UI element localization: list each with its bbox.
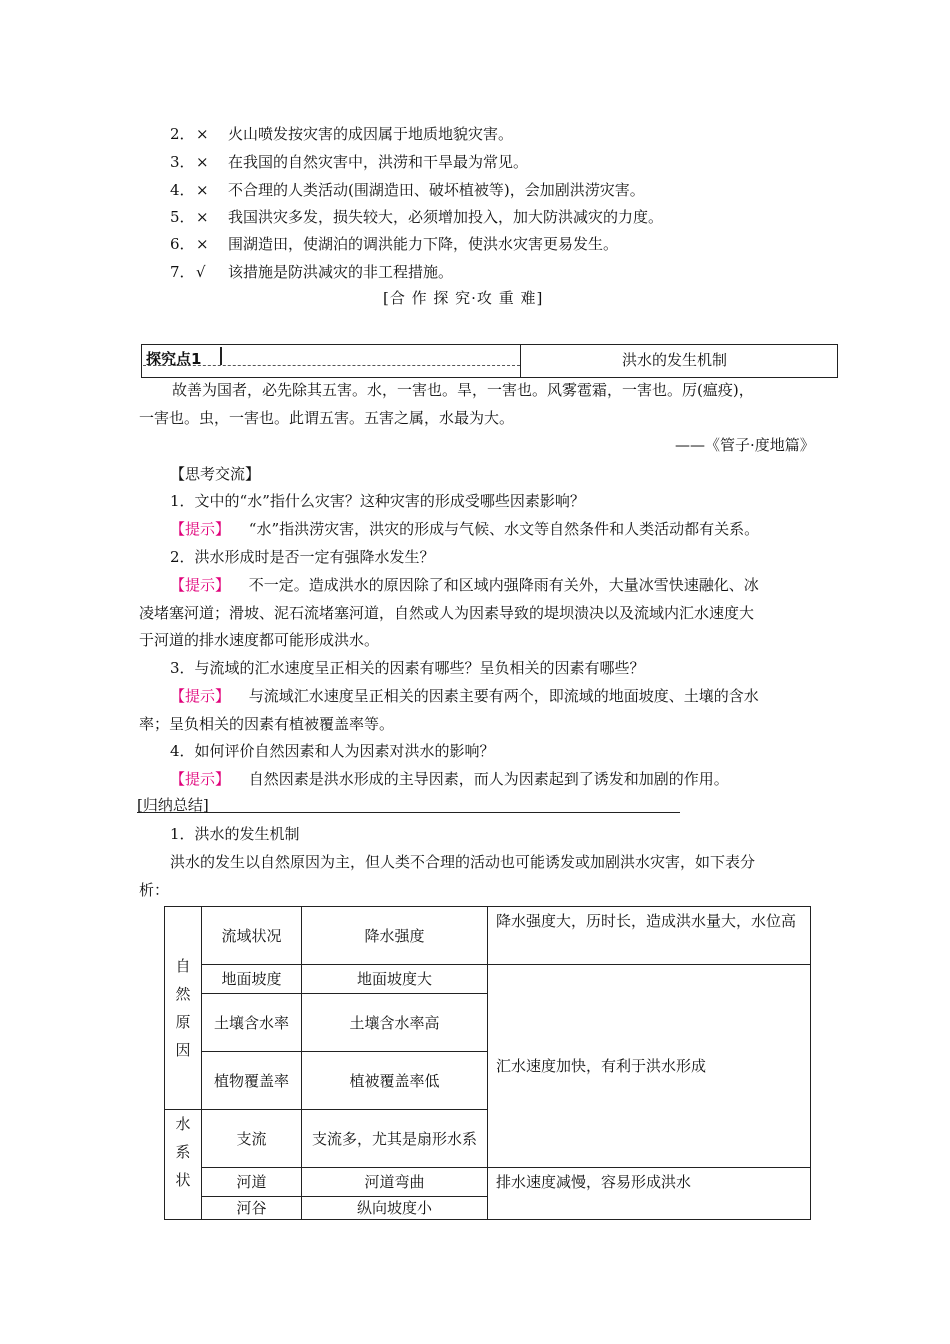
check-mark-icon: √: [196, 263, 206, 281]
answer-text: 围湖造田，使湖泊的调洪能力下降，使洪水灾害更易发生。: [228, 235, 619, 253]
table-row: [165, 1168, 811, 1197]
group-label: 水系状: [175, 1115, 191, 1189]
hint-text: 凌堵塞河道；滑坡、泥石流堵塞河道，自然或人为因素导致的堤坝溃决以及流域内汇水速度大: [139, 604, 755, 622]
section-title: [合 作 探 究·攻 重 难]: [383, 289, 544, 307]
topic-tag-divider: [220, 347, 222, 365]
hint-answer: [170, 575, 759, 595]
quote-line: 一害也。虫，一害也。此谓五害。五害之属，水最为大。: [139, 409, 515, 427]
answer-text: 我国洪灾多发，损失较大，必须增加投入，加大防洪减灾的力度。: [228, 208, 664, 226]
answer-item: [170, 124, 513, 144]
dashed-rule: [143, 365, 520, 366]
answer-item: [170, 180, 645, 200]
summary-rule: [137, 812, 680, 813]
answer-number: 2．: [170, 125, 195, 143]
table-row: [165, 907, 811, 965]
answer-text: 不合理的人类活动(围湖造田、破坏植被等)，会加剧洪涝灾害。: [228, 181, 645, 199]
question: 1．文中的“水”指什么灾害？这种灾害的形成受哪些因素影响？: [170, 492, 585, 510]
factor-cell: 植物覆盖率: [202, 1052, 302, 1110]
quote-line: 故善为国者，必先除其五害。水，一害也。旱，一害也。风雾雹霜，一害也。厉(瘟疫)，: [172, 381, 754, 399]
flood-mechanism-table: [164, 906, 811, 1220]
answer-number: 7．: [170, 263, 195, 281]
factor-cell: 河道: [202, 1168, 302, 1197]
answer-number: 4．: [170, 181, 195, 199]
topic-title: 洪水的发生机制: [622, 351, 728, 369]
cross-mark-icon: ×: [196, 235, 209, 253]
hint-label: 【提示】: [170, 520, 231, 538]
condition-cell: 植被覆盖率低: [302, 1052, 488, 1110]
condition-cell: 地面坡度大: [302, 965, 488, 994]
factor-cell: 流域状况: [202, 907, 302, 965]
condition-cell: 河道弯曲: [302, 1168, 488, 1197]
answer-number: 5．: [170, 208, 195, 226]
hint-text: 与流域汇水速度呈正相关的因素主要有两个，即流域的地面坡度、土壤的含水: [248, 687, 759, 705]
table-row: [165, 965, 811, 994]
hint-text: 自然因素是洪水形成的主导因素，而人为因素起到了诱发和加剧的作用。: [248, 770, 729, 788]
question: 4．如何评价自然因素和人为因素对洪水的影响？: [170, 742, 495, 760]
answer-text: 该措施是防洪减灾的非工程措施。: [228, 263, 454, 281]
cross-mark-icon: ×: [196, 208, 209, 226]
answer-item: [170, 234, 618, 254]
factor-cell: 河谷: [202, 1197, 302, 1220]
summary-subtitle: 1．洪水的发生机制: [170, 825, 300, 843]
cross-mark-icon: ×: [196, 125, 209, 143]
hint-label: 【提示】: [170, 576, 231, 594]
answer-item: [170, 262, 453, 282]
hint-answer: [170, 769, 729, 789]
hint-text: 不一定。造成洪水的原因除了和区域内强降雨有关外，大量冰雪快速融化、冰: [248, 576, 759, 594]
hint-label: 【提示】: [170, 770, 231, 788]
hint-answer: [170, 519, 759, 539]
summary-intro: 析：: [139, 881, 170, 899]
answer-item: [170, 207, 663, 227]
cross-mark-icon: ×: [196, 181, 209, 199]
answer-number: 6．: [170, 235, 195, 253]
summary-intro: 洪水的发生以自然原因为主，但人类不合理的活动也可能诱发或加剧洪水灾害，如下表分: [170, 853, 756, 871]
topic-tag: 探究点1: [146, 350, 202, 368]
hint-text: 于河道的排水速度都可能形成洪水。: [139, 631, 380, 649]
answer-text: 在我国的自然灾害中，洪涝和干旱最为常见。: [228, 153, 529, 171]
group-cell-natural: [165, 907, 202, 1110]
hint-label: 【提示】: [170, 687, 231, 705]
cross-mark-icon: ×: [196, 153, 209, 171]
question: 3．与流域的汇水速度呈正相关的因素有哪些？呈负相关的因素有哪些？: [170, 659, 645, 677]
condition-cell: 降水强度: [302, 907, 488, 965]
topic-divider: [520, 345, 521, 378]
summary-label: [归纳总结]: [137, 796, 209, 814]
question: 2．洪水形成时是否一定有强降水发生？: [170, 548, 435, 566]
factor-cell: 土壤含水率: [202, 994, 302, 1052]
hint-text: “水”指洪涝灾害，洪灾的形成与气候、水文等自然条件和人类活动都有关系。: [248, 520, 760, 538]
condition-cell: 纵向坡度小: [302, 1197, 488, 1220]
effect-cell: 排水速度减慢，容易形成洪水: [488, 1168, 811, 1220]
thinking-header: 【思考交流】: [170, 465, 261, 483]
hint-text: 率；呈负相关的因素有植被覆盖率等。: [139, 715, 395, 733]
answer-item: [170, 152, 528, 172]
group-label: 自然原因: [175, 957, 191, 1059]
effect-cell: 汇水速度加快，有利于洪水形成: [488, 965, 811, 1168]
condition-cell: 支流多，尤其是扇形水系: [302, 1110, 488, 1168]
group-cell-water: [165, 1110, 202, 1220]
factor-cell: 地面坡度: [202, 965, 302, 994]
topic-header-box: [141, 344, 838, 378]
hint-answer: [170, 686, 759, 706]
factor-cell: 支流: [202, 1110, 302, 1168]
answer-number: 3．: [170, 153, 195, 171]
quote-source: ——《管子·度地篇》: [675, 436, 815, 454]
effect-cell: 降水强度大，历时长，造成洪水量大，水位高: [488, 907, 811, 965]
answer-text: 火山喷发按灾害的成因属于地质地貌灾害。: [228, 125, 514, 143]
condition-cell: 土壤含水率高: [302, 994, 488, 1052]
